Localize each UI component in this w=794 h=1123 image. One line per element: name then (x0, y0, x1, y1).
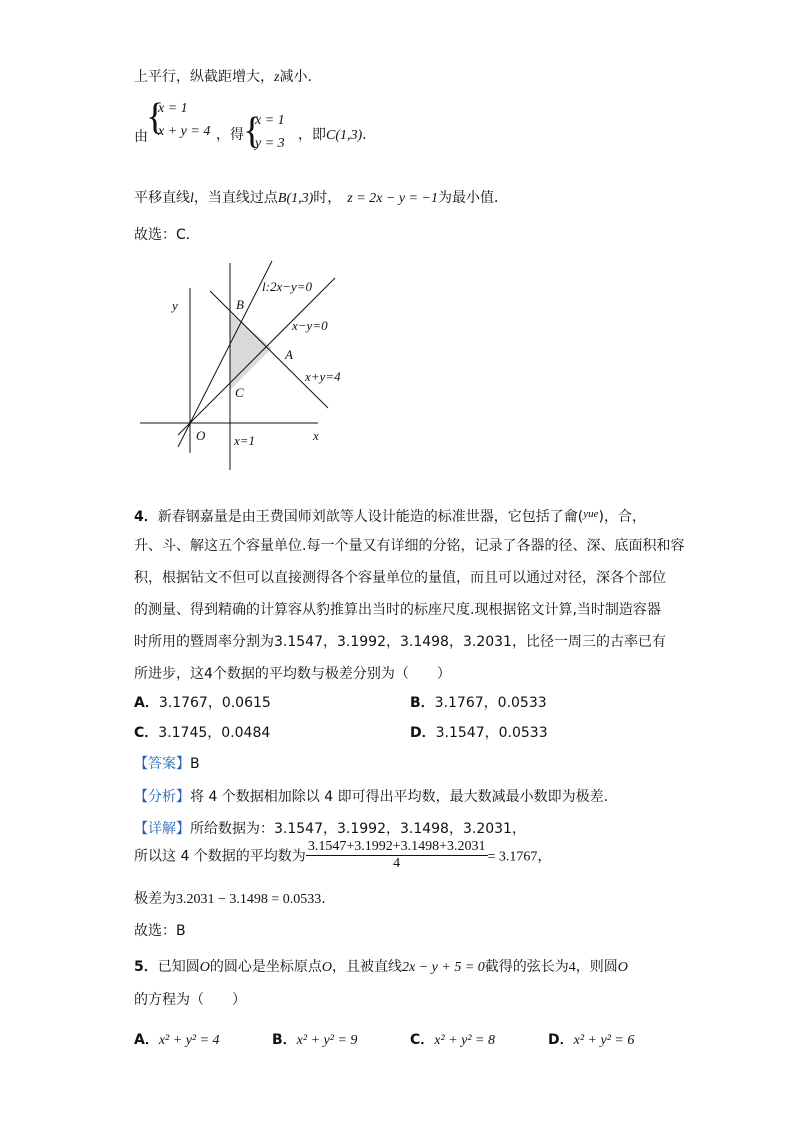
option-text: 3.1547，0.0533 (435, 725, 548, 741)
chord-length: 4 (568, 960, 576, 975)
q5-text: 截得的弦长为 (484, 959, 569, 975)
option-text: x² + y² = 6 (573, 1033, 635, 1048)
prev-text: 减小． (279, 69, 322, 85)
system-tail (298, 124, 376, 144)
q5-line-1 (134, 952, 628, 983)
line-equation: 2x − y + 5 = 0 (402, 960, 485, 975)
q4-number: 4． (134, 509, 158, 525)
q4-line-2: 升、斗、解这五个容量单位.每一个量又有详细的分铭，记录了各器的径、深、底面积和容 (134, 538, 685, 554)
q4-range-line (134, 888, 326, 908)
q5-option-d[interactable] (548, 1029, 634, 1049)
option-label: D． (410, 725, 436, 741)
option-text: 3.1767，0.0615 (158, 695, 271, 711)
label-x-eq-1: x=1 (234, 433, 256, 448)
label-y: y (172, 298, 178, 313)
system-eq-1: x = 1 (158, 101, 188, 116)
option-label: C． (410, 1032, 435, 1048)
q5-number: 5． (134, 959, 158, 975)
left-brace: { (243, 110, 262, 152)
text: 为最小值． (437, 190, 508, 206)
q4-line-3: 积，根据钻文不但可以直接测得各个容量单位的量值，而且可以通过对径，深各个部位 (134, 570, 666, 586)
q4-text: )，合， (598, 509, 646, 525)
q4-line-6: 所进步，这4个数据的平均数与极差分别为（ ） (134, 666, 451, 682)
system-mid: ，得 (216, 127, 244, 143)
q4-option-a[interactable] (134, 692, 271, 712)
q4-analysis (134, 786, 608, 806)
q4-line-1 (134, 499, 646, 532)
point-c: C(1,3) (326, 128, 363, 143)
system-prefix: 由 (134, 129, 148, 145)
answer-value: B (190, 756, 200, 772)
range-end: . (321, 891, 326, 907)
option-text: x² + y² = 8 (434, 1033, 495, 1048)
q4-mean-line (134, 839, 551, 872)
q4-option-b[interactable] (410, 692, 547, 712)
option-text: 3.1767，0.0533 (434, 695, 547, 711)
label-x-plus-y: x+y=4 (305, 369, 341, 384)
q5-option-c[interactable] (410, 1029, 495, 1049)
equation: z = 2x − y = −1 (347, 191, 438, 206)
text: 时， (313, 190, 342, 206)
label-a: A (285, 347, 293, 362)
range-prefix: 极差为 (134, 891, 176, 907)
pinyin-yue: yue (583, 508, 599, 520)
q4-choice: 故选：B (134, 923, 186, 939)
option-text: x² + y² = 4 (158, 1033, 220, 1048)
fraction-denominator: 4 (393, 856, 401, 871)
system-res-1: x = 1 (255, 113, 285, 128)
var-z: z (274, 70, 280, 85)
option-label: A． (134, 695, 159, 711)
circle-o: O (199, 960, 210, 975)
q4-line-4: 的测量、得到精确的计算容从豹推算出当时的标座尺度.现根据铭文计算,当时制造容器 (134, 602, 661, 618)
label-x-minus-y: x−y=0 (292, 318, 328, 333)
label-x: x (313, 428, 319, 443)
q4-line-5: 时所用的暨周率分割为3.1547，3.1992，3.1498，3.2031，比径一周三的古率已有 (134, 634, 666, 650)
prev-line-1 (134, 66, 321, 86)
system-res-2: y = 3 (255, 136, 285, 151)
q5-text: 已知圆 (157, 959, 200, 975)
prev-choice: 故选：C． (134, 227, 200, 243)
q5-text: ，且被直线 (332, 959, 402, 975)
label-o: O (196, 428, 206, 443)
text: ，当直线过点 (193, 190, 278, 206)
tail-text: ． (362, 127, 377, 143)
q4-option-c[interactable] (134, 722, 270, 742)
origin-o: O (321, 960, 332, 975)
point-b: B(1,3) (277, 191, 314, 206)
option-text: x² + y² = 9 (296, 1033, 358, 1048)
q4-option-d[interactable] (410, 722, 548, 742)
system-eq-2: x + y = 4 (158, 124, 211, 139)
q5-option-a[interactable] (134, 1029, 220, 1049)
q5-text: ，则圆 (575, 959, 618, 975)
translate-line (134, 187, 508, 207)
line-x-minus-y (178, 278, 335, 435)
mean-result: = 3.1767， (487, 849, 552, 865)
option-label: C． (134, 725, 159, 741)
text: 平移直线 (134, 190, 190, 206)
analysis-tag: 【分析】 (134, 789, 190, 805)
q4-detail (134, 818, 526, 838)
option-label: D． (548, 1032, 574, 1048)
mean-fraction (306, 839, 488, 872)
detail-text: 所给数据为：3.1547，3.1992，3.1498，3.2031， (190, 821, 526, 837)
detail-tag: 【详解】 (134, 821, 190, 837)
q5-text: 的圆心是坐标原点 (209, 959, 322, 975)
label-c: C (235, 385, 244, 400)
feasible-region (230, 313, 272, 390)
option-text: 3.1745，0.0484 (158, 725, 271, 741)
mean-prefix: 所以这 4 个数据的平均数为 (134, 848, 306, 865)
q5-line-2: 的方程为（ ） (134, 992, 246, 1008)
option-label: A． (134, 1032, 159, 1048)
prev-text: 上平行，纵截距增大， (134, 69, 274, 85)
analysis-text: 将 4 个数据相加除以 4 即可得出平均数，最大数减最小数即为极差. (190, 789, 609, 805)
label-b: B (236, 297, 244, 312)
left-brace: { (146, 96, 165, 138)
tail-text: ，即 (298, 127, 326, 143)
option-label: B． (272, 1032, 297, 1048)
q5-option-b[interactable] (272, 1029, 357, 1049)
var-l: l (190, 191, 194, 206)
q4-text: 新春钢嘉量是由王费国师刘歆等人设计能造的标准世器，它包括了龠( (157, 509, 584, 525)
q4-answer (134, 753, 200, 773)
range-expr: 3.2031 − 3.1498 = 0.0533 (176, 892, 322, 907)
feasible-region-figure (140, 258, 370, 473)
label-line-l: l:2x−y=0 (262, 279, 313, 294)
fraction-numerator: 3.1547+3.1992+3.1498+3.2031 (307, 839, 486, 854)
answer-tag: 【答案】 (134, 756, 190, 772)
circle-o: O (617, 960, 628, 975)
option-label: B． (410, 695, 435, 711)
